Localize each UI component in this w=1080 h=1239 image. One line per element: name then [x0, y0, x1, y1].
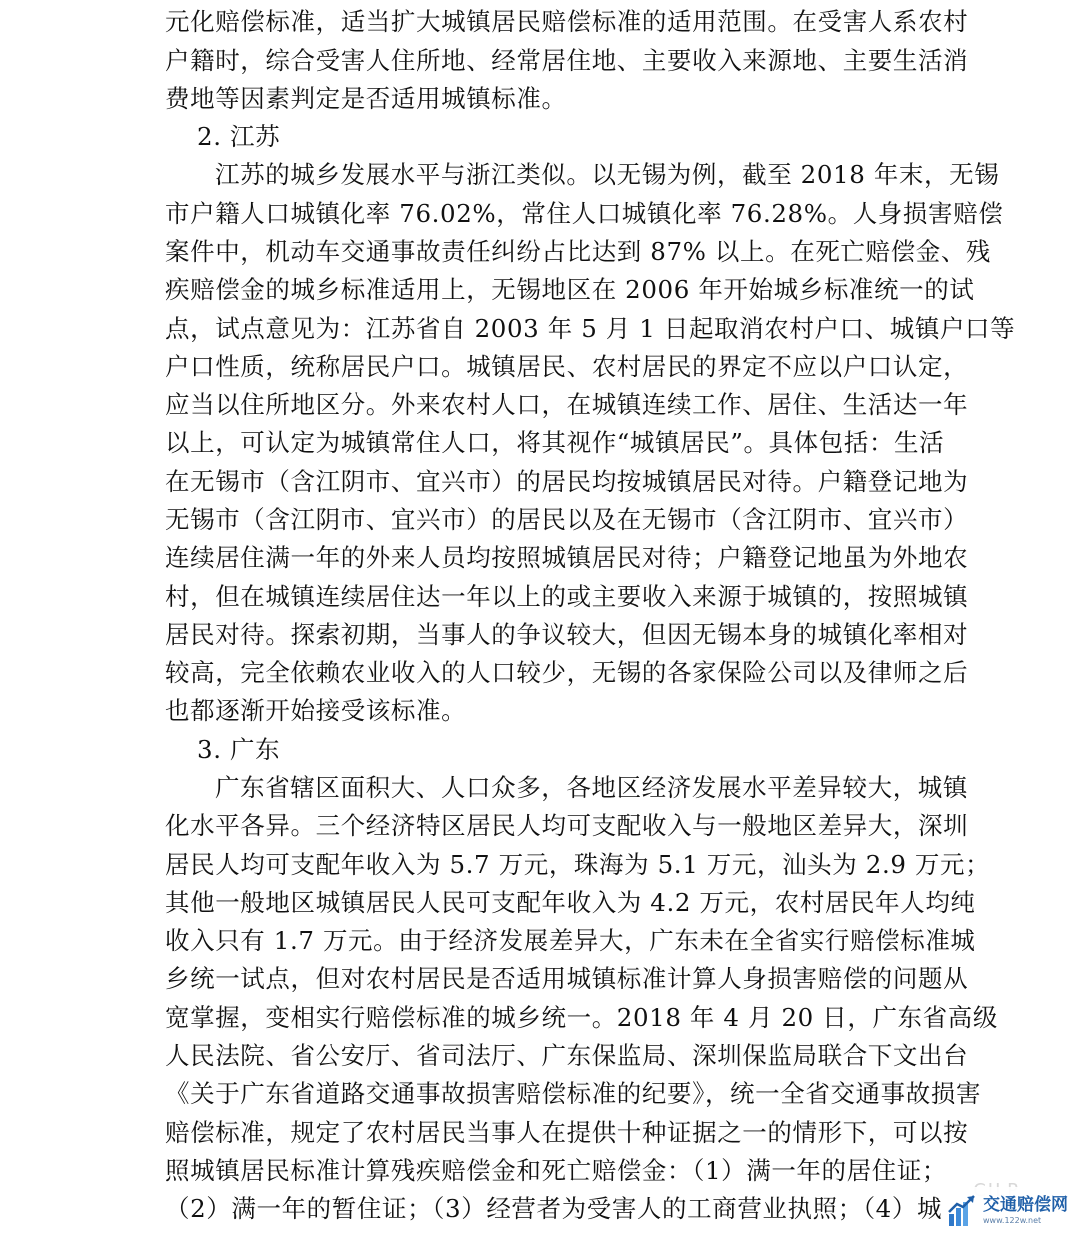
text-line: 化水平各异。三个经济特区居民人均可支配收入与一般地区差异大，深圳: [165, 811, 969, 840]
text-line: 连续居住满一年的外来人员均按照城镇居民对待；户籍登记地虽为外地农: [165, 543, 969, 572]
text-line: 疾赔偿金的城乡标准适用上，无锡地区在 2006 年开始城乡标准统一的试: [165, 275, 975, 304]
text-line: 在无锡市（含江阴市、宜兴市）的居民均按城镇居民对待。户籍登记地为: [165, 467, 969, 496]
text-line: 人民法院、省公安厅、省司法厅、广东保监局、深圳保监局联合下文出台: [165, 1041, 969, 1070]
text-line: 应当以住所地区分。外来农村人口，在城镇连续工作、居住、生活达一年: [165, 390, 969, 419]
text-line: 乡统一试点，但对农村居民是否适用城镇标准计算人身损害赔偿的问题从: [165, 964, 969, 993]
watermark-url: www.122w.net: [983, 1216, 1042, 1225]
text-line: 案件中，机动车交通事故责任纠纷占比达到 87% 以上。在死亡赔偿金、残: [165, 237, 992, 266]
text-line: 赔偿标准，规定了农村居民当事人在提供十种证据之一的情形下，可以按: [165, 1118, 969, 1147]
text-line: 江苏的城乡发展水平与浙江类似。以无锡为例，截至 2018 年末，无锡: [215, 160, 1000, 189]
text-line: 居民对待。探索初期，当事人的争议较大，但因无锡本身的城镇化率相对: [165, 620, 969, 649]
section-heading: 2. 江苏: [197, 122, 281, 151]
text-line: 《关于广东省道路交通事故损害赔偿标准的纪要》，统一全省交通事故损害: [165, 1079, 982, 1108]
text-line: 户籍时，综合受害人住所地、经常居住地、主要收入来源地、主要生活消: [165, 46, 969, 75]
text-line: 费地等因素判定是否适用城镇标准。: [165, 84, 567, 113]
watermark-site-name: 交通赔偿网: [983, 1195, 1068, 1215]
text-line: 居民人均可支配年收入为 5.7 万元，珠海为 5.1 万元，汕头为 2.9 万元；: [165, 850, 991, 879]
text-line: 村，但在城镇连续居住达一年以上的或主要收入来源于城镇的，按照城镇: [165, 582, 969, 611]
text-line: 收入只有 1.7 万元。由于经济发展差异大，广东未在全省实行赔偿标准城: [165, 926, 976, 955]
site-watermark: [943, 1187, 1074, 1235]
text-line: 较高，完全依赖农业收入的人口较少，无锡的各家保险公司以及律师之后: [165, 658, 969, 687]
text-line: （2）满一年的暂住证；（3）经营者为受害人的工商营业执照；（4）城: [165, 1194, 943, 1223]
text-line: 照城镇居民标准计算残疾赔偿金和死亡赔偿金：（1）满一年的居住证；: [165, 1156, 948, 1185]
text-line: 也都逐渐开始接受该标准。: [165, 696, 467, 725]
text-line: 其他一般地区城镇居民人民可支配年收入为 4.2 万元，农村居民年人均纯: [165, 888, 976, 917]
section-heading: 3. 广东: [197, 735, 281, 764]
text-line: 宽掌握，变相实行赔偿标准的城乡统一。2018 年 4 月 20 日，广东省高级: [165, 1003, 998, 1032]
text-line: 以上，可认定为城镇常住人口，将其视作“城镇居民”。具体包括：生活: [165, 428, 945, 457]
chart-logo-icon: [947, 1194, 977, 1228]
text-line: 点，试点意见为：江苏省自 2003 年 5 月 1 日起取消农村户口、城镇户口等: [165, 314, 1016, 343]
text-line: 户口性质，统称居民户口。城镇居民、农村居民的界定不应以户口认定，: [165, 352, 969, 381]
text-line: 广东省辖区面积大、人口众多，各地区经济发展水平差异较大，城镇: [215, 773, 968, 802]
text-line: 元化赔偿标准，适当扩大城镇居民赔偿标准的适用范围。在受害人系农村: [165, 7, 969, 36]
text-line: 市户籍人口城镇化率 76.02%，常住人口城镇化率 76.28%。人身损害赔偿: [165, 199, 1004, 228]
text-line: 无锡市（含江阴市、宜兴市）的居民以及在无锡市（含江阴市、宜兴市）: [165, 505, 969, 534]
